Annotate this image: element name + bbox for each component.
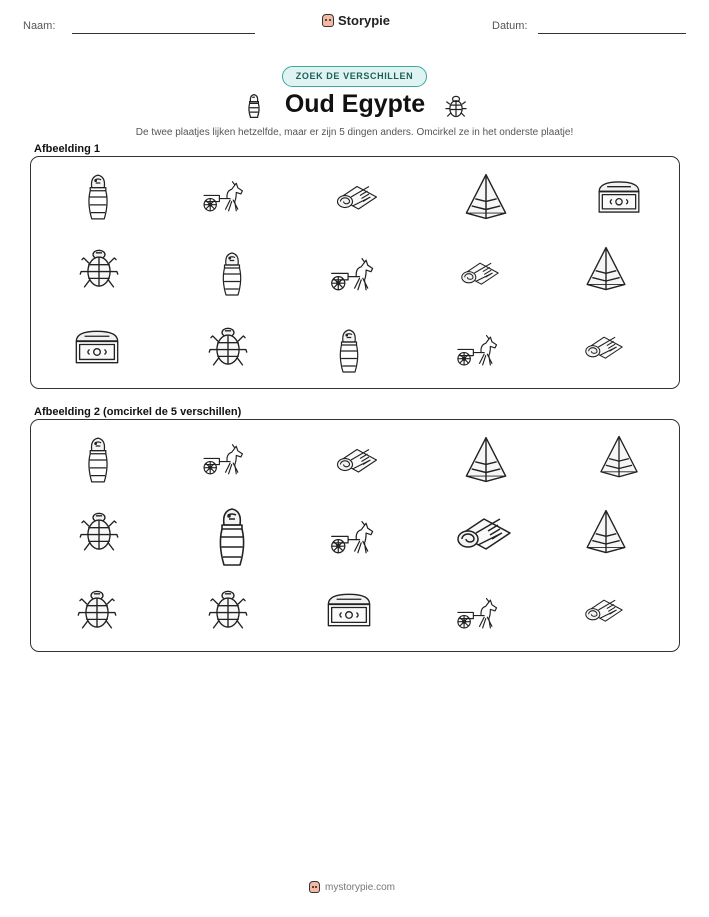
footer-site[interactable]: mystorypie.com (325, 881, 396, 893)
chariot-icon (201, 180, 247, 214)
scroll-icon (458, 259, 502, 287)
name-line[interactable] (72, 33, 255, 34)
pyramid-icon[interactable] (461, 435, 511, 485)
treasure-chest-icon (596, 178, 642, 216)
scarab-icon[interactable] (78, 509, 120, 555)
picture2-label: Afbeelding 2 (omcirkel de 5 verschillen) (34, 406, 242, 418)
scarab-icon[interactable] (76, 587, 118, 633)
brand-name: Storypie (338, 13, 391, 28)
chariot-icon (328, 257, 378, 293)
storypie-logo-icon (309, 881, 320, 893)
date-label: Datum: (492, 20, 528, 32)
picture2-panel[interactable] (30, 419, 680, 652)
scarab-icon (207, 324, 249, 370)
canopic-jar-icon (242, 92, 266, 120)
canopic-jar-icon (334, 326, 364, 376)
pyramid-icon (582, 244, 630, 294)
picture1-label: Afbeelding 1 (34, 143, 101, 155)
canopic-jar-icon (217, 250, 247, 298)
canopic-jar-icon (82, 172, 114, 222)
chariot-icon[interactable] (454, 597, 502, 631)
canopic-jar-icon[interactable] (212, 504, 252, 570)
pyramid-icon[interactable] (596, 433, 642, 481)
scarab-icon (443, 92, 469, 120)
scarab-icon[interactable] (207, 587, 249, 633)
scroll-icon[interactable] (582, 596, 626, 624)
page-title: Oud Egypte (284, 90, 426, 118)
name-label: Naam: (23, 20, 56, 32)
canopic-jar-icon[interactable] (82, 435, 114, 485)
picture1-panel (30, 156, 680, 389)
pyramid-icon (461, 172, 511, 222)
footer (309, 881, 395, 893)
chariot-icon[interactable] (328, 520, 378, 556)
chariot-icon (454, 334, 502, 368)
instruction-text: De twee plaatjes lijken hetzelfde, maar er zijn 5 dingen anders. Omcirkel ze in het onderste plaatje! (135, 127, 574, 138)
scroll-icon (582, 333, 626, 361)
scroll-icon (334, 182, 380, 212)
treasure-chest-icon (73, 327, 121, 367)
scroll-icon[interactable] (452, 513, 516, 553)
scroll-icon[interactable] (334, 445, 380, 475)
treasure-chest-icon[interactable] (325, 591, 373, 629)
pyramid-icon[interactable] (582, 507, 630, 557)
date-line[interactable] (538, 33, 686, 34)
storypie-logo-icon (322, 14, 334, 27)
scarab-icon (78, 246, 120, 292)
activity-badge: ZOEK DE VERSCHILLEN (282, 66, 427, 87)
brand-logo (322, 13, 390, 28)
chariot-icon[interactable] (201, 443, 247, 477)
